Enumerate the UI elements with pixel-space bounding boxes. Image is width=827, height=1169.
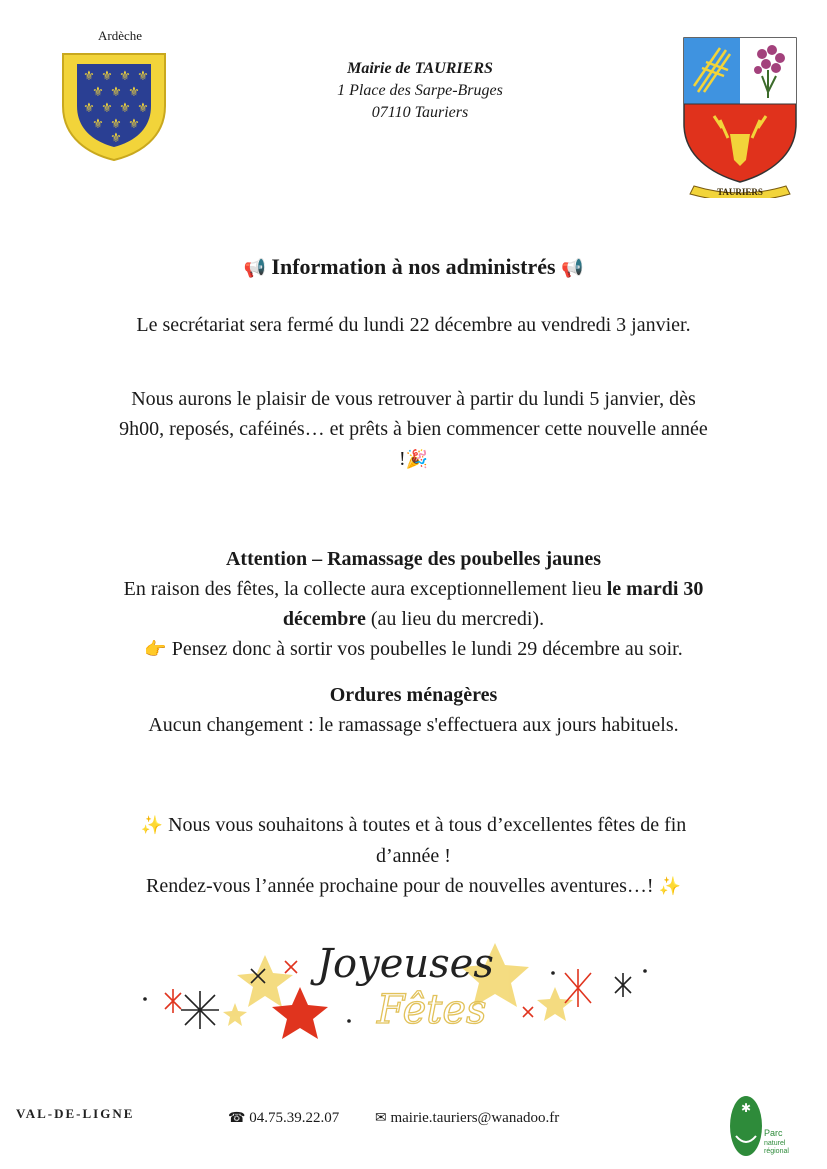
svg-text:⚜: ⚜ — [128, 85, 140, 100]
poubelles-reminder: Pensez donc à sortir vos poubelles le lundi 29 décembre au soir. — [171, 638, 683, 660]
closure-text: Le secrétariat sera fermé du lundi 22 décembre au vendredi 3 janvier. — [136, 314, 691, 336]
svg-text:⚜: ⚜ — [101, 69, 113, 84]
wishes-line-3: Rendez-vous l’année prochaine pour de nouvelles aventures…! — [145, 875, 654, 897]
svg-text:⚜: ⚜ — [83, 69, 95, 84]
wishes-line-2: d’année ! — [376, 845, 451, 867]
black-sparkle — [181, 991, 219, 1029]
phone-number: 04.75.39.22.07 — [249, 1110, 340, 1126]
svg-text:⚜: ⚜ — [101, 101, 113, 116]
return-paragraph — [30, 384, 797, 475]
val-de-ligne-logo: VAL-DE-LIGNE — [16, 1106, 135, 1121]
ordures-title: Ordures ménagères — [329, 684, 498, 706]
parc-naturel-logo — [728, 1092, 808, 1164]
svg-text:⚜: ⚜ — [92, 85, 104, 100]
sparkles-icon: ✨ — [140, 815, 164, 836]
party-popper-icon: 🎉 — [405, 449, 429, 470]
red-star — [272, 987, 328, 1039]
address-line-1: 1 Place des Sarpe-Bruges — [337, 82, 503, 99]
svg-text:⚜: ⚜ — [92, 117, 104, 132]
gold-star — [537, 987, 573, 1021]
poubelles-section — [30, 544, 797, 665]
phone-icon: ☎ — [228, 1110, 246, 1126]
tauriers-coat-of-arms — [680, 36, 800, 198]
ardeche-label: Ardèche — [97, 28, 143, 43]
address-line-2: 07110 Tauriers — [371, 104, 469, 121]
poubelles-line1-b: le mardi 30 — [606, 578, 704, 600]
dot-sparkle — [347, 1019, 351, 1023]
poubelles-title: Attention – Ramassage des poubelles jaunes — [225, 548, 602, 570]
email-address: mairie.tauriers@wanadoo.fr — [390, 1110, 560, 1126]
svg-text:⚜: ⚜ — [128, 117, 140, 132]
svg-text:⚜: ⚜ — [137, 69, 149, 84]
fetes-text: Fêtes — [377, 987, 487, 1033]
gold-star — [237, 955, 293, 1007]
sparkles-icon: ✨ — [658, 876, 681, 897]
svg-text:⚜: ⚜ — [119, 69, 131, 84]
info-title-row — [0, 254, 827, 280]
svg-text:⚜: ⚜ — [110, 85, 122, 100]
return-line-3: ! — [398, 448, 406, 470]
poubelles-line2-a: décembre — [282, 608, 366, 630]
joyeuses-text: Joyeuses — [317, 941, 494, 987]
ordures-text: Aucun changement : le ramassage s'effectuera aux jours habituels. — [148, 714, 679, 736]
svg-text:⚜: ⚜ — [110, 117, 122, 132]
red-sparkle — [285, 961, 297, 973]
return-line-1: Nous aurons le plaisir de vous retrouver à partir du lundi 5 janvier, dès — [131, 388, 696, 410]
parc-line-2: naturel — [764, 1140, 786, 1147]
mairie-address — [250, 58, 590, 124]
star-icon: ✱ — [740, 1101, 752, 1115]
crest-banner-text: TAURIERS — [717, 187, 763, 197]
envelope-icon: ✉ — [375, 1110, 387, 1126]
svg-text:⚜: ⚜ — [83, 101, 95, 116]
return-line-2: 9h00, reposés, caféinés… et prêts à bien commencer cette nouvelle année — [119, 418, 708, 440]
dot-sparkle — [143, 997, 147, 1001]
svg-text:⚜: ⚜ — [137, 101, 149, 116]
gold-star — [223, 1003, 247, 1026]
phone-row — [228, 1110, 339, 1127]
mairie-name: Mairie de TAURIERS — [347, 60, 493, 77]
dot-sparkle — [643, 969, 647, 973]
red-sparkle — [523, 1007, 533, 1017]
svg-text:⚜: ⚜ — [119, 101, 131, 116]
megaphone-icon: 📢 — [243, 258, 266, 279]
dot-sparkle — [551, 971, 555, 975]
parc-line-3: régional — [764, 1148, 789, 1155]
poubelles-line2-b: (au lieu du mercredi). — [365, 608, 545, 630]
wishes-line-1: Nous vous souhaitons à toutes et à tous d’excellentes fêtes de fin — [168, 814, 687, 836]
red-sparkle — [165, 989, 181, 1013]
info-title: Information à nos administrés — [271, 254, 556, 279]
ordures-section — [30, 680, 797, 740]
black-sparkle — [615, 973, 631, 997]
parc-line-1: Parc — [764, 1128, 783, 1138]
wishes-section — [30, 810, 797, 902]
ardeche-coat-of-arms — [55, 46, 173, 162]
svg-text:⚜: ⚜ — [110, 131, 122, 146]
poubelles-line1-a: En raison des fêtes, la collecte aura exceptionnellement lieu — [123, 578, 607, 600]
pointing-hand-icon: 👉 — [144, 639, 167, 660]
megaphone-icon: 📢 — [561, 258, 584, 279]
email-row — [375, 1110, 559, 1127]
joyeuses-fetes-illustration — [125, 925, 665, 1045]
